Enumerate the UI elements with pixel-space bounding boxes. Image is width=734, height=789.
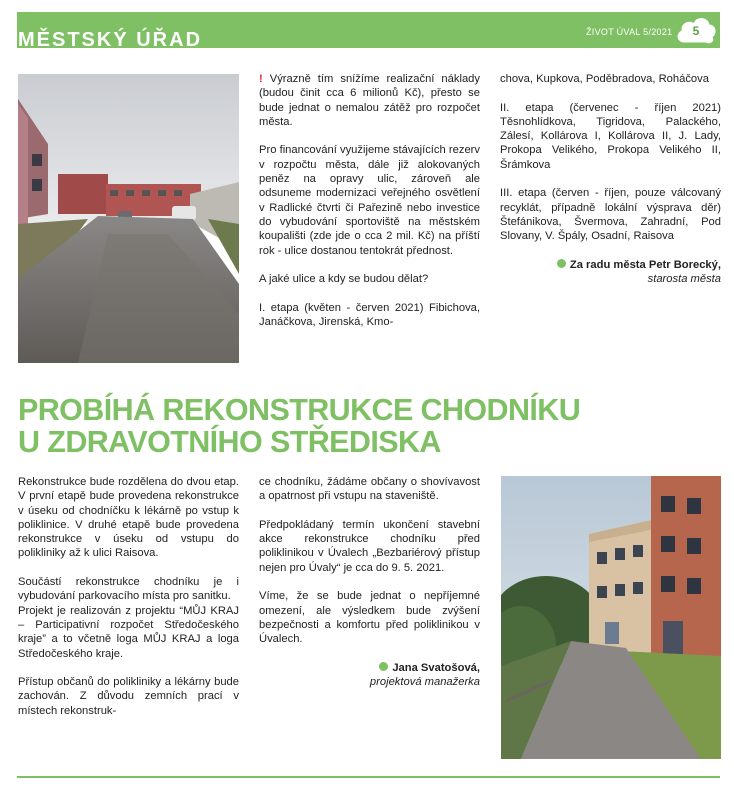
article2-paragraph: Víme, že se bude jednat o nepříjemné omezení, ale výsledkem bude zvýšení bezpečnosti a komfortu před poliklinikou v Úvalech. xyxy=(259,590,480,646)
article2-paragraph: Přístup občanů do polikliniky a lékárny bude zachován. Z důvodu zemních prací v místech rekonstruk- xyxy=(18,676,239,717)
article1-paragraph: II. etapa (červenec - říjen 2021) Těsnohlídkova, Tigridova, Palackého, Zálesí, Kollárova I, Kollárova II, J. Lady, Prokopa Velikého, Prokopa Velikého II, Šrámkova xyxy=(500,101,721,171)
article2-column2 xyxy=(259,475,480,689)
street-photo xyxy=(18,74,239,363)
bullet-dot-icon xyxy=(379,662,388,671)
article1-column1 xyxy=(259,72,480,329)
article2-paragraph: ce chodníku, žádáme občany o shovívavost a opatrnost při vstupu na staveniště. xyxy=(259,476,480,503)
bullet-dot-icon xyxy=(557,259,566,268)
article1-question: A jaké ulice a kdy se budou dělat? xyxy=(259,273,429,286)
article2-column1 xyxy=(18,475,239,718)
article1-signature: Za radu města Petr Borecký, starosta města xyxy=(500,258,721,287)
article2-paragraph: Předpokládaný termín ukončení stavební akce rekonstrukce chodníku před poliklinikou v Úvalech „Bezbariérový přístup nejen pro Úvaly“ je cca do 9. 5. 2021. xyxy=(259,518,480,574)
issue-label: ŽIVOT ÚVAL 5/2021 xyxy=(586,27,673,37)
page-number: 5 xyxy=(692,24,700,38)
article2-paragraph: Součástí rekonstrukce chodníku je i vybudování parkovacího místa pro sanitku. xyxy=(18,576,239,603)
article1-paragraph: I. etapa (květen - červen 2021) Fibichova, Janáčkova, Jirenská, Kmo- xyxy=(259,301,480,329)
exclamation-mark: ! xyxy=(259,73,263,85)
article1-paragraph: Pro financování využijeme stávajících rezerv v rozpočtu města, dále již alokovaných peněz na opravy ulic, zároveň ale odsuneme modernizaci veřejného osvětlení v Radlické čtvrti či Pařezině nebo investice do vybudování sportoviště na městském koupališti (zde jde o cca 2 mil. Kč) na příští rok - ulice dostanou tentokrát přednost. xyxy=(259,144,480,257)
bottom-divider xyxy=(17,776,720,778)
article1-paragraph: chova, Kupkova, Poděbradova, Roháčova xyxy=(500,73,709,85)
article2-signature: Jana Svatošová, projektová manažerka xyxy=(369,661,480,689)
health-centre-photo xyxy=(501,476,721,759)
article1-paragraph: III. etapa (červen - říjen, pouze válcovaný recyklát, případně lokální výsprava děr) Štefánikova, Švermova, Zahradní, Pod Slovany, V. Špály, Osadní, Raisova xyxy=(500,187,721,243)
article2-paragraph: Rekonstrukce bude rozdělena do dvou etap. V první etapě bude provedena rekonstrukce v úseku od chodníčku k lékárně po vstup k poliklinice. V druhé etapě bude provedena rekonstrukce v úseku od vstupu do polikliniky až k ulici Raisova. xyxy=(18,476,239,560)
section-title: MĚSTSKÝ ÚŘAD xyxy=(18,29,203,51)
article1-column2 xyxy=(500,72,721,286)
article2-headline: PROBÍHÁ REKONSTRUKCE CHODNÍKU U ZDRAVOTNÍHO STŘEDISKA xyxy=(18,393,581,459)
article1-paragraph: ! Výrazně tím snížíme realizační náklady (budou činit cca 6 milionů Kč), přesto se bude jednat o nemalou zátěž pro rozpočet města. xyxy=(259,73,480,128)
article2-paragraph: Projekt je realizován z projektu “MŮJ KRAJ – Participativní rozpočet Středočeského kraje” a to včetně loga MŮJ KRAJ a loga Středočeského kraje. xyxy=(18,604,239,660)
